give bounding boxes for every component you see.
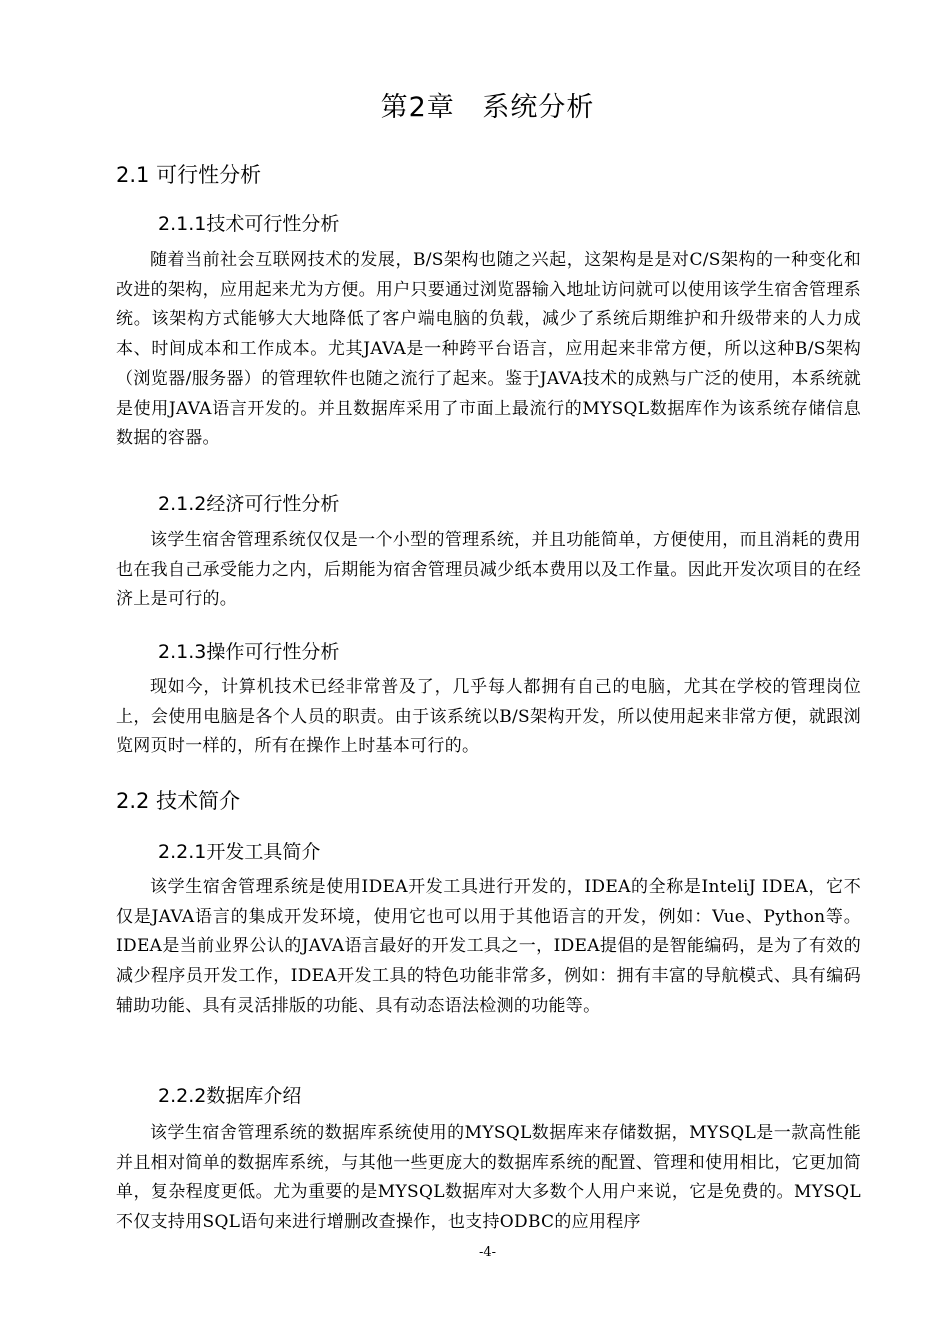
subsection-heading-2-1-3: 2.1.3操作可行性分析	[158, 641, 340, 663]
section-heading-2-2: 2.2 技术简介	[116, 789, 241, 813]
paragraph-operational-feasibility: 现如今，计算机技术已经非常普及了，几乎每人都拥有自己的电脑，尤其在学校的管理岗位上，会使用电脑是各个人员的职责。由于该系统以B/S架构开发，所以使用起来非常方便，就跟浏览网页时一样的，所有在操作上时基本可行的。	[116, 677, 861, 757]
subsection-heading-2-1-1: 2.1.1技术可行性分析	[158, 213, 340, 235]
paragraph-database: 该学生宿舍管理系统的数据库系统使用的MYSQL数据库来存储数据，MYSQL是一款高性能并且相对简单的数据库系统，与其他一些更庞大的数据库系统的配置、管理和使用相比，它更加简单，复杂程度更低。尤为重要的是MYSQL数据库对大多数个人用户来说，它是免费的。MYSQL不仅支持用SQL语句来进行增删改查操作，也支持ODBC的应用程序	[116, 1123, 861, 1233]
chapter-title: 第2章 系统分析	[380, 92, 595, 123]
section-heading-2-1: 2.1 可行性分析	[116, 163, 262, 187]
paragraph-economic-feasibility: 该学生宿舍管理系统仅仅是一个小型的管理系统，并且功能简单，方便使用，而且消耗的费用也在我自己承受能力之内，后期能为宿舍管理员减少纸本费用以及工作量。因此开发次项目的在经济上是可行的。	[116, 530, 861, 610]
subsection-heading-2-1-2: 2.1.2经济可行性分析	[158, 493, 340, 515]
subsection-heading-2-2-1: 2.2.1开发工具简介	[158, 841, 321, 863]
subsection-heading-2-2-2: 2.2.2数据库介绍	[158, 1085, 302, 1107]
paragraph-dev-tools: 该学生宿舍管理系统是使用IDEA开发工具进行开发的，IDEA的全称是InteliJ IDEA，它不仅是JAVA语言的集成开发环境，使用它也可以用于其他语言的开发，例如：Vue、Python等。IDEA是当前业界公认的JAVA语言最好的开发工具之一，IDEA提倡的是智能编码，是为了有效的减少程序员开发工作，IDEA开发工具的特色功能非常多，例如：拥有丰富的导航模式、具有编码辅助功能、具有灵活排版的功能、具有动态语法检测的功能等。	[116, 877, 861, 1016]
page-number: -4-	[478, 1245, 497, 1260]
paragraph-technical-feasibility: 随着当前社会互联网技术的发展，B/S架构也随之兴起，这架构是是对C/S架构的一种变化和改进的架构，应用起来尤为方便。用户只要通过浏览器输入地址访问就可以使用该学生宿舍管理系统。该架构方式能够大大地降低了客户端电脑的负载，减少了系统后期维护和升级带来的人力成本、时间成本和工作成本。尤其JAVA是一种跨平台语言，应用起来非常方便，所以这种B/S架构（浏览器/服务器）的管理软件也随之流行了起来。鉴于JAVA技术的成熟与广泛的使用，本系统就是使用JAVA语言开发的。并且数据库采用了市面上最流行的MYSQL数据库作为该系统存储信息数据的容器。	[116, 250, 861, 449]
